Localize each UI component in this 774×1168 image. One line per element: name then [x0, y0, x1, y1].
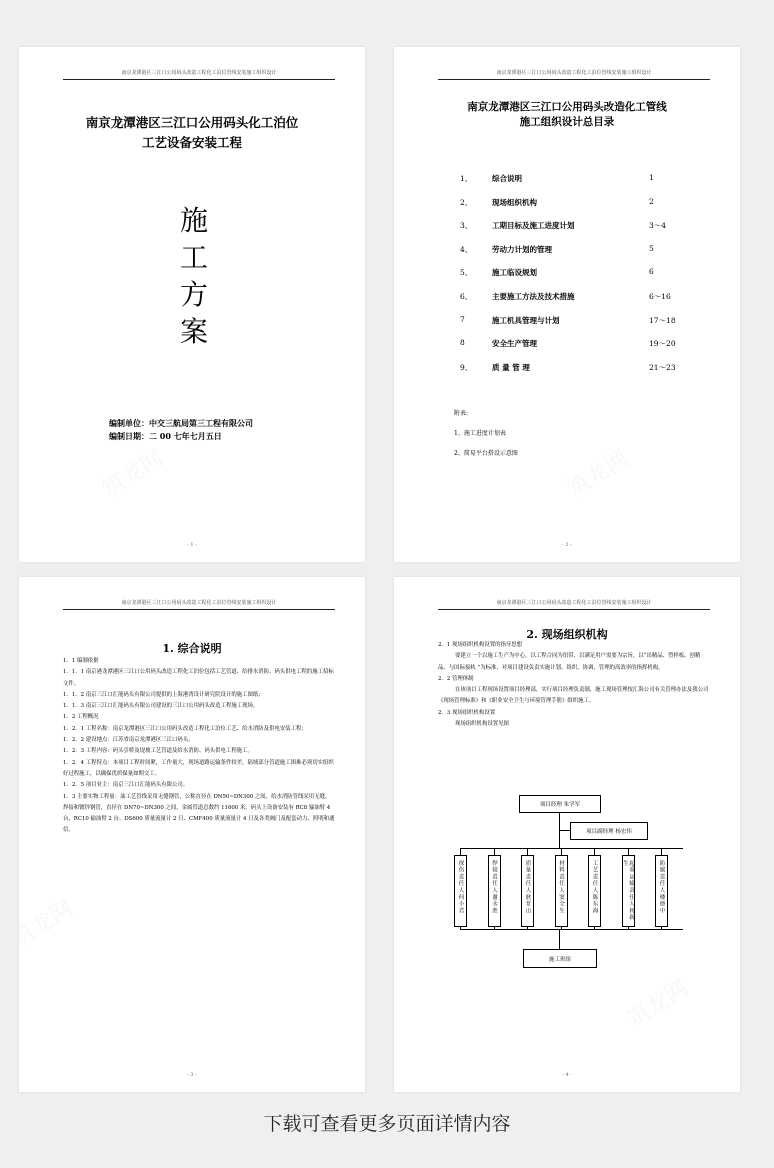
toc-num: 5、 — [460, 268, 473, 278]
toc-num: 7 — [460, 314, 465, 324]
toc-page: 6 — [649, 267, 654, 277]
org-connector — [661, 927, 662, 930]
cover-vertical-title — [164, 202, 224, 350]
toc-page: 3～4 — [649, 221, 667, 231]
org-manager-box: 项目经理 朱学军 — [519, 795, 601, 813]
cover-title — [19, 113, 365, 153]
org-connector — [594, 927, 595, 930]
body-paragraph: 2．3 现场组织机构设置 — [438, 709, 496, 716]
org-role-label: 质量责任人耿景山 — [524, 860, 531, 915]
document-page-3 — [19, 577, 365, 1092]
org-role-label: 起重运输责任人杨新生 — [622, 860, 634, 922]
toc-item[interactable] — [454, 244, 714, 268]
toc-page: 21～23 — [649, 362, 676, 372]
org-role-label: 探伤责任人何小君 — [457, 860, 464, 915]
page-number: - 2 - — [562, 542, 572, 548]
body-paragraph: 1．2．2 建设地点：江苏省南京龙潭港区三江口码头。 — [63, 737, 194, 744]
body-paragraph: 1．1 编制依据 — [63, 658, 99, 664]
table-of-contents — [454, 173, 714, 385]
toc-page: 1 — [649, 173, 654, 182]
toc-label: 质 量 管 理 — [492, 362, 530, 372]
toc-page: 19～20 — [649, 339, 676, 349]
toc-label: 施工临设规划 — [492, 268, 537, 278]
page-header: 南京龙潭港区三江口公用码头改造工程化工泊位管线安装施工组织设计 — [438, 599, 710, 610]
watermark — [96, 442, 168, 503]
org-connector — [628, 927, 629, 930]
org-connector — [460, 927, 461, 930]
compiler-unit: 编制单位：中交三航局第三工程有限公司 — [109, 418, 253, 428]
org-chart — [394, 577, 740, 1092]
toc-title-line-2: 施工组织设计总目录 — [519, 116, 615, 128]
toc-page: 5 — [649, 243, 654, 253]
body-paragraph: 1．2．5 项目业主：南京三江口汇能码头有限公司。 — [63, 782, 189, 789]
org-role-box — [655, 855, 668, 927]
document-page-4 — [394, 577, 740, 1092]
org-role-box — [555, 855, 568, 927]
toc-num: 4、 — [460, 244, 473, 254]
page-header: 南京龙潭港区三江口公用码头改造工程化工泊位管线安装施工组织设计 — [63, 69, 335, 80]
org-role-box — [488, 855, 501, 927]
toc-item[interactable] — [454, 362, 714, 386]
toc-label: 劳动力计划的管理 — [492, 244, 552, 254]
toc-num: 2、 — [460, 197, 473, 207]
org-connector — [527, 927, 528, 930]
page-header: 南京龙潭港区三江口公用码头改造工程化工泊位管线安装施工组织设计 — [438, 69, 710, 80]
body-paragraph: 1．2 工程概况 — [63, 714, 99, 721]
org-role-box — [454, 855, 467, 927]
toc-item[interactable] — [454, 173, 714, 197]
appendix-heading: 附表: — [454, 410, 469, 417]
org-team-box: 施工班组 — [523, 949, 597, 968]
document-page-2 — [394, 47, 740, 562]
section-title: 2. 现场组织机构 — [526, 628, 608, 641]
org-deputy-box: 项目副经理 杨宏伟 — [570, 822, 648, 840]
body-paragraph: 2．1 现场组织机构设置的指导思想 — [438, 642, 523, 648]
page-number: - 1 - — [187, 542, 197, 548]
body-paragraph: 1．3 主要实物工程量：油工艺管线采用无缝钢管，公称直径在 DN50~DN300 之间，给水消防管线采用无缝、焊接和镀锌钢管，直径在 DN70~DN300 之间，金属管道总数约 11600 米。码头上设备安装有 RC8 输油臂 4 台、RC10 输油臂 2 台、DS600 质量流量计 2 只、CMF400 质量流量计 4 只及各类阀门及配套动力、照明和通信。 — [63, 793, 335, 834]
appendix-item: 2、简易平台搭设示意图 — [454, 450, 518, 457]
org-role-label: 材料责任人窦全生 — [558, 860, 564, 915]
org-role-label: 焊接责任人谢永胜 — [491, 860, 497, 915]
toc-num: 1、 — [460, 174, 473, 183]
toc-page: 6～16 — [649, 291, 671, 301]
cover-info — [109, 417, 253, 443]
org-role-box — [588, 855, 601, 927]
toc-label: 施工机具管理与计划 — [492, 315, 560, 325]
section-body — [63, 656, 335, 837]
toc-label: 综合说明 — [492, 174, 522, 183]
body-paragraph: 现场组织机构设置见图 — [455, 721, 509, 728]
org-connector — [561, 927, 562, 930]
watermark — [561, 442, 633, 503]
toc-label: 工期目标及施工进度计划 — [492, 221, 575, 231]
vertical-char: 施 — [179, 204, 208, 237]
toc-item[interactable] — [454, 220, 714, 244]
cover-title-line-1: 南京龙潭港区三江口公用码头化工泊位 — [85, 115, 299, 130]
toc-num: 8 — [460, 338, 465, 348]
body-paragraph: 1．1．1 南京港龙潭港区三江口公用码头改造工程化工泊位包括工艺管道、给排水消防、码头供电工程的施工招标文件。 — [63, 669, 334, 687]
body-paragraph: 1．2．3 工程内容：码头引桥及堤坡工艺管道及给水消防、码头供电工程施工。 — [63, 748, 253, 755]
watermark — [19, 892, 78, 953]
page-header: 南京龙潭港区三江口公用码头改造工程化工泊位管线安装施工组织设计 — [63, 599, 335, 610]
toc-label: 现场组织机构 — [492, 197, 537, 207]
toc-label: 主要施工方法及技术措施 — [492, 291, 575, 301]
download-prompt[interactable]: 下载可查看更多页面详情内容 — [263, 1113, 511, 1135]
compile-date: 编制日期：二 00 七年七月五日 — [109, 431, 222, 441]
appendix — [454, 404, 518, 464]
body-paragraph: 2．2 管理体制 — [438, 675, 474, 682]
toc-label: 安全生产管理 — [492, 339, 537, 349]
body-paragraph: 1．2．4 工程特点：本项目工程时间紧，工作量大，现场道路运输条件较差，陆域部分管道施工困难必须切实组织好过程施工，以确保优质保量如期交工。 — [63, 759, 334, 777]
vertical-char: 工 — [179, 241, 208, 274]
vertical-char: 案 — [179, 315, 208, 348]
toc-title-line-1: 南京龙潭港区三江口公用码头改造化工管线 — [467, 101, 667, 113]
toc-num: 6、 — [460, 291, 473, 301]
document-page-1 — [19, 47, 365, 562]
toc-num: 9、 — [460, 362, 473, 372]
vertical-char: 方 — [179, 278, 208, 311]
org-role-box — [622, 855, 635, 927]
org-connector — [560, 830, 570, 831]
toc-item[interactable] — [454, 291, 714, 315]
body-paragraph: 1．1．2 南京三江口汇能码头有限公司提供的上海港湾设计研究院设计的施工图纸； — [63, 691, 264, 698]
body-paragraph: 在该项目工程现场设置项目经理部，实行项目经理负责制，施工现场管理按汇海公司有关管理办法及我公司《现场管理标准》和《职业安全卫生与环境管理手册》组织施工。 — [438, 687, 709, 705]
org-connector — [494, 927, 495, 930]
toc-num: 3、 — [460, 221, 473, 231]
toc-item[interactable] — [454, 338, 714, 362]
toc-item[interactable] — [454, 267, 714, 291]
page-number: - 3 - — [187, 1072, 197, 1078]
toc-page: 17～18 — [649, 315, 676, 325]
body-paragraph: 1．2．1 工程名称：南京龙潭港区三江口公用码头改造工程化工泊位工艺、给水消防及供电安装工程； — [63, 725, 307, 732]
org-role-box — [521, 855, 534, 927]
appendix-item: 1、施工进度计划表 — [454, 430, 506, 437]
toc-item[interactable] — [454, 197, 714, 221]
org-role-label: 工艺责任人陈东海 — [591, 860, 598, 915]
toc-item[interactable] — [454, 315, 714, 339]
body-paragraph: 1．1．3 南京三江口汇能码头有限公司建设的三江口公用码头改造工程施工现场。 — [63, 703, 259, 710]
section-title: 1. 综合说明 — [162, 642, 222, 655]
org-role-label: 防腐责任人楼德中 — [658, 860, 665, 915]
toc-title — [394, 100, 740, 130]
org-connector — [559, 929, 560, 949]
cover-title-line-2: 工艺设备安装工程 — [141, 135, 242, 150]
page-number: - 4 - — [562, 1072, 572, 1078]
body-paragraph: 要建立一个以施工生产为中心，以工程合同为纽带，以满足用户需要为宗旨，以“出精品、塑样板、创精品、与国际接轨 ”为标准，对项目建设负责实施计划、组织、协调、管理的高效率的指挥机构。 — [438, 653, 701, 671]
toc-page: 2 — [649, 196, 654, 206]
